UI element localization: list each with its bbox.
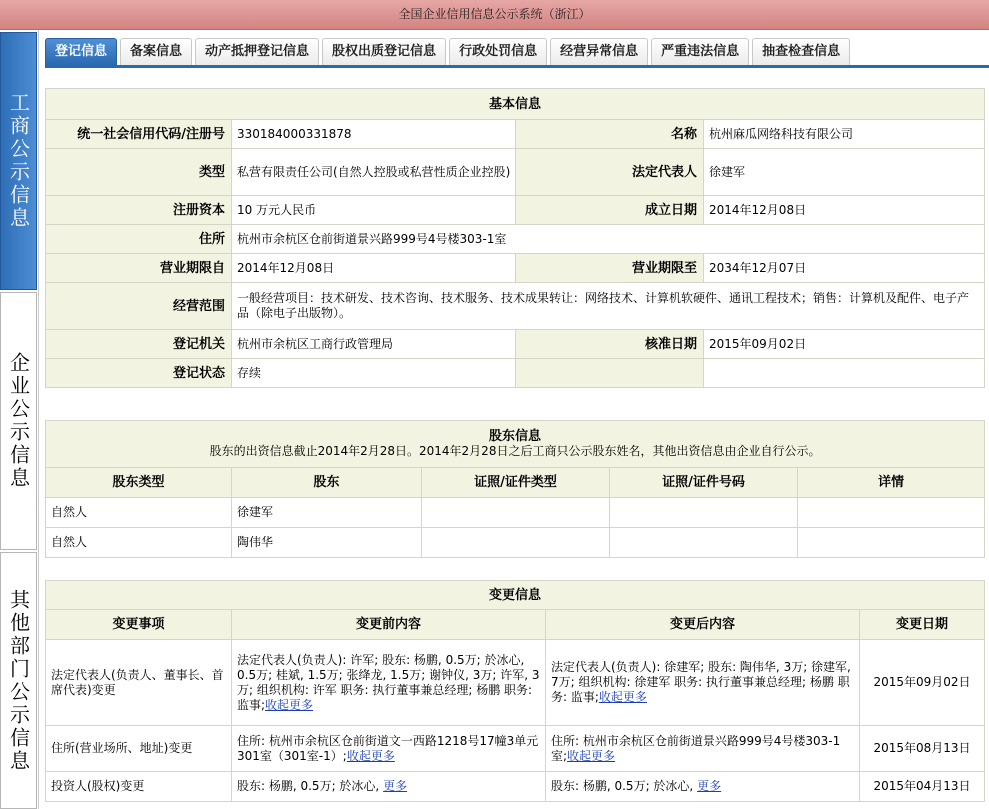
holder-name: 陶伟华 [232, 528, 422, 558]
table-row [46, 726, 985, 772]
tab-serious-violation[interactable]: 严重违法信息 [651, 38, 749, 65]
sidebar-item-label: 其他部门公示信息 [6, 588, 31, 773]
tab-equity-pledge[interactable]: 股权出质登记信息 [322, 38, 446, 65]
label-business-scope: 经营范围 [46, 283, 232, 330]
change-after [546, 772, 860, 802]
change-after [546, 726, 860, 772]
holder-id-number [610, 498, 798, 528]
tab-abnormal-operation[interactable]: 经营异常信息 [550, 38, 648, 65]
main-content [38, 30, 989, 809]
label-credit-code: 统一社会信用代码/注册号 [46, 120, 232, 149]
label-found-date: 成立日期 [516, 196, 704, 225]
more-link[interactable]: 更多 [383, 779, 408, 793]
tab-filing[interactable]: 备案信息 [120, 38, 192, 65]
sidebar-item-label: 工商公示信息 [6, 92, 31, 230]
col-header-after: 变更后内容 [546, 610, 860, 640]
label-reg-authority: 登记机关 [46, 330, 232, 359]
change-info-table [45, 580, 985, 802]
table-row [46, 498, 985, 528]
label-reg-status: 登记状态 [46, 359, 232, 388]
holder-id-type [422, 528, 610, 558]
table-row [46, 772, 985, 802]
shareholder-note: 股东的出资信息截止2014年2月28日。2014年2月28日之后工商只公示股东姓名，其他出资信息由企业自行公示。 [209, 444, 821, 458]
label-type: 类型 [46, 149, 232, 196]
change-item: 法定代表人(负责人、董事长、首席代表)变更 [46, 640, 232, 726]
value-type: 私营有限责任公司(自然人控股或私营性质企业控股) [232, 149, 516, 196]
table-row [46, 528, 985, 558]
sidebar-item-label: 企业公示信息 [6, 352, 31, 490]
change-info-title: 变更信息 [46, 581, 985, 610]
value-reg-capital: 10 万元人民币 [232, 196, 516, 225]
value-empty [704, 359, 985, 388]
tab-chattel-mortgage[interactable]: 动产抵押登记信息 [195, 38, 319, 65]
sidebar-item-enterprise-info[interactable] [0, 292, 37, 550]
change-date: 2015年08月13日 [860, 726, 985, 772]
change-before [232, 726, 546, 772]
value-term-to: 2034年12月07日 [704, 254, 985, 283]
tab-underline [45, 65, 989, 68]
col-header-before: 变更前内容 [232, 610, 546, 640]
table-row [46, 640, 985, 726]
collapse-more-link[interactable]: 收起更多 [598, 690, 647, 704]
holder-type: 自然人 [46, 528, 232, 558]
col-header-holder: 股东 [232, 468, 422, 498]
tab-spot-check[interactable]: 抽查检查信息 [752, 38, 850, 65]
label-term-to: 营业期限至 [516, 254, 704, 283]
change-before [232, 772, 546, 802]
value-address: 杭州市余杭区仓前街道景兴路999号4号楼303-1室 [232, 225, 985, 254]
value-legal-rep: 徐建军 [704, 149, 985, 196]
label-term-from: 营业期限自 [46, 254, 232, 283]
col-header-change-item: 变更事项 [46, 610, 232, 640]
holder-name: 徐建军 [232, 498, 422, 528]
sidebar-item-business-info[interactable] [0, 32, 37, 290]
label-legal-rep: 法定代表人 [516, 149, 704, 196]
holder-detail [798, 528, 985, 558]
label-reg-capital: 注册资本 [46, 196, 232, 225]
value-credit-code: 330184000331878 [232, 120, 516, 149]
change-after [546, 640, 860, 726]
change-after-text: 住所: 杭州市余杭区仓前街道景兴路999号4号楼303-1室; [551, 733, 841, 763]
col-header-holder-type: 股东类型 [46, 468, 232, 498]
collapse-more-link[interactable]: 收起更多 [346, 748, 395, 763]
tab-registration[interactable]: 登记信息 [45, 38, 117, 65]
basic-info-table [45, 88, 985, 388]
holder-detail [798, 498, 985, 528]
sidebar-item-other-dept-info[interactable] [0, 552, 37, 809]
label-approval-date: 核准日期 [516, 330, 704, 359]
tab-admin-penalty[interactable]: 行政处罚信息 [449, 38, 547, 65]
holder-id-type [422, 498, 610, 528]
change-item: 住所(营业场所、地址)变更 [46, 726, 232, 772]
more-link[interactable]: 更多 [697, 779, 722, 793]
shareholder-section-header [46, 421, 985, 468]
col-header-id-type: 证照/证件类型 [422, 468, 610, 498]
label-name: 名称 [516, 120, 704, 149]
value-reg-status: 存续 [232, 359, 516, 388]
collapse-more-link[interactable]: 收起更多 [567, 748, 616, 763]
col-header-detail: 详情 [798, 468, 985, 498]
collapse-more-link[interactable]: 收起更多 [265, 697, 314, 712]
col-header-change-date: 变更日期 [860, 610, 985, 640]
holder-id-number [610, 528, 798, 558]
change-before-text: 法定代表人(负责人): 许军; 股东: 杨鹏, 0.5万; 於冰心, 0.5万; 桂斌, 1.5万; 张绛龙, 1.5万; 谢钟仪, 3万; 许军, 3万; 组织机构: 许军 职务: 执行董事兼总经理; 杨鹏 职务: 监事; [237, 652, 540, 712]
change-item: 投资人(股权)变更 [46, 772, 232, 802]
change-before [232, 640, 546, 726]
value-term-from: 2014年12月08日 [232, 254, 516, 283]
value-name: 杭州麻瓜网络科技有限公司 [704, 120, 985, 149]
shareholder-table [45, 420, 985, 558]
left-sidebar [0, 30, 38, 809]
value-business-scope: 一般经营项目：技术研发、技术咨询、技术服务、技术成果转让：网络技术、计算机软硬件、通讯工程技术；销售：计算机及配件、电子产品（除电子出版物）。 [232, 283, 985, 330]
change-before-text: 股东: 杨鹏, 0.5万; 於冰心, [237, 779, 380, 793]
tab-bar [45, 38, 850, 66]
label-empty [516, 359, 704, 388]
value-reg-authority: 杭州市余杭区工商行政管理局 [232, 330, 516, 359]
basic-info-title: 基本信息 [46, 89, 985, 120]
shareholder-title: 股东信息 [489, 429, 542, 444]
value-found-date: 2014年12月08日 [704, 196, 985, 225]
window-title: 全国企业信用信息公示系统（浙江） [398, 7, 591, 21]
value-approval-date: 2015年09月02日 [704, 330, 985, 359]
window-title-bar [0, 0, 989, 30]
change-after-text: 股东: 杨鹏, 0.5万; 於冰心, [551, 779, 694, 793]
change-date: 2015年09月02日 [860, 640, 985, 726]
col-header-id-number: 证照/证件号码 [610, 468, 798, 498]
change-after-text: 法定代表人(负责人): 徐建军; 股东: 陶伟华, 3万; 徐建军, 7万; 组织机构: 徐建军 职务: 执行董事兼总经理; 杨鹏 职务: 监事; [551, 660, 851, 704]
holder-type: 自然人 [46, 498, 232, 528]
label-address: 住所 [46, 225, 232, 254]
change-before-text: 住所: 杭州市余杭区仓前街道文一西路1218号17幢3单元301室（301室-1）; [237, 733, 539, 763]
change-date: 2015年04月13日 [860, 772, 985, 802]
